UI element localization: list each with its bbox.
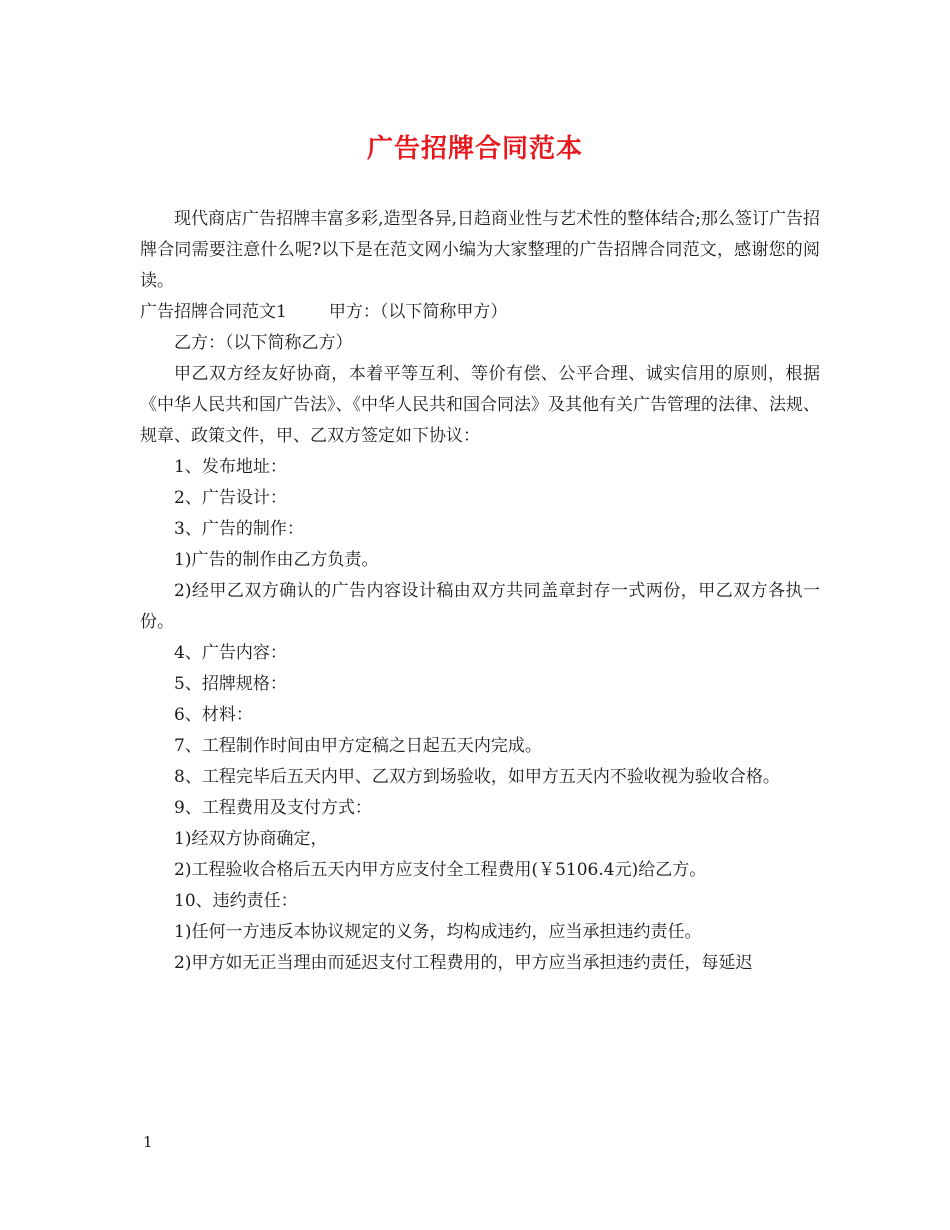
clause-9-item-1: 1)经双方协商确定，: [174, 829, 328, 849]
clause-5: 5、招牌规格：: [174, 674, 287, 694]
preamble-paragraph: 甲乙双方经友好协商，本着平等互利、等价有偿、公平合理、诚实信用的原则，根据 《中华人民共和国广告法》、《中华人民共和国合同法》及其他有关广告管理的法律、法规、规章、政策文件，甲、乙双方签定如下协议：: [140, 364, 820, 446]
clause-10: 10、违约责任：: [174, 891, 298, 911]
clause-10-item-1: 1)任何一方违反本协议规定的义务，均构成违约，应当承担违约责任。: [174, 922, 702, 942]
clause-7: 7、工程制作时间由甲方定稿之日起五天内完成。: [174, 736, 542, 756]
intro-paragraph: 现代商店广告招牌丰富多彩,造型各异,日趋商业性与艺术性的整体结合;那么签订广告招牌合同需要注意什么呢?以下是在范文网小编为大家整理的广告招牌合同范文，感谢您的阅读。: [140, 209, 820, 291]
sample-heading-line: [140, 297, 820, 328]
clause-3-item-1: 1)广告的制作由乙方负责。: [174, 550, 379, 570]
sample-heading: 广告招牌合同范文1: [140, 302, 287, 322]
document-body: [140, 204, 820, 979]
clause-4: 4、广告内容：: [174, 643, 287, 663]
page-number: 1: [143, 1133, 153, 1151]
clause-3-item-2: 2)经甲乙双方确认的广告内容设计稿由双方共同盖章封存一式两份，甲乙双方各执一份。: [140, 581, 820, 632]
party-a: 甲方：（以下简称甲方）: [328, 302, 508, 322]
clause-10-item-2: 2)甲方如无正当理由而延迟支付工程费用的，甲方应当承担违约责任，每延迟: [174, 953, 753, 973]
clause-3: 3、广告的制作：: [174, 519, 304, 539]
clause-6: 6、材料：: [174, 705, 253, 725]
document-title: 广告招牌合同范本: [366, 134, 583, 164]
clause-9-item-2: 2)工程验收合格后五天内甲方应支付全工程费用(￥5106.4元)给乙方。: [174, 860, 707, 880]
clause-2: 2、广告设计：: [174, 488, 287, 508]
party-b: 乙方：（以下简称乙方）: [174, 333, 353, 353]
clause-1: 1、发布地址：: [174, 457, 287, 477]
clause-9: 9、工程费用及支付方式：: [174, 798, 372, 818]
clause-8: 8、工程完毕后五天内甲、乙双方到场验收，如甲方五天内不验收视为验收合格。: [174, 767, 780, 787]
